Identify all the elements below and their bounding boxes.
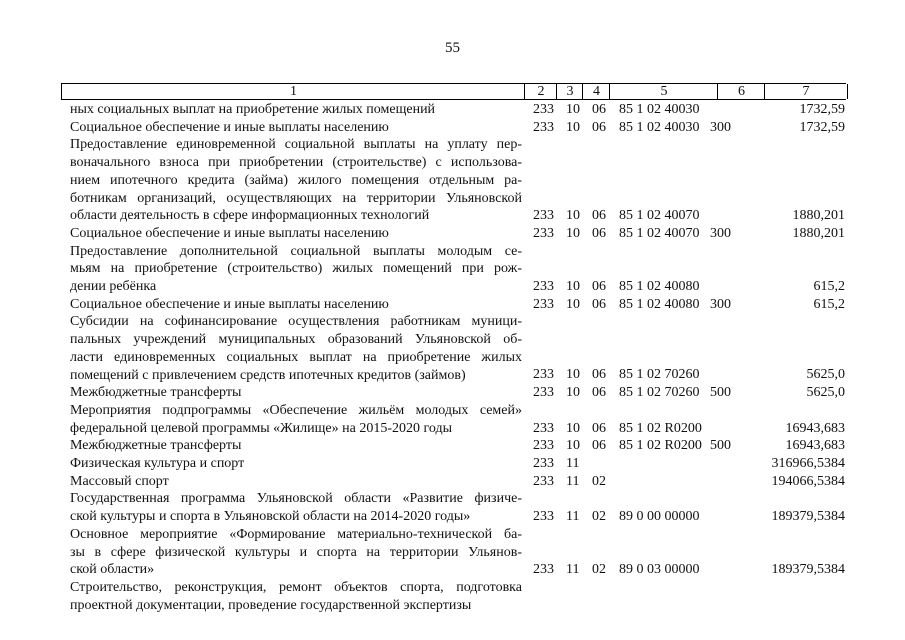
header-col-4: 4 [582, 84, 610, 99]
section-code: 11 [566, 562, 580, 578]
admin-code: 233 [533, 385, 554, 401]
page-number: 55 [445, 40, 460, 56]
description-line: ской области» [70, 562, 155, 578]
subsection-code: 06 [592, 208, 606, 224]
subsection-code: 06 [592, 420, 606, 436]
description-line: нием ипотечного кредита (займа) жилого помещения отдельным ра- [70, 172, 522, 188]
subsection-code: 06 [592, 438, 606, 454]
admin-code: 233 [533, 562, 554, 578]
row-description [70, 296, 522, 314]
description-line: зы в сфере физической культуры и спорта на территории Ульянов- [70, 544, 522, 560]
section-code: 10 [566, 278, 580, 294]
description-line: помещений с привлечением средств ипотечных кредитов (займов) [70, 367, 466, 383]
admin-code: 233 [533, 473, 554, 489]
amount-value: 1732,59 [799, 119, 845, 135]
amount-value: 194066,5384 [771, 473, 845, 489]
section-code: 11 [566, 509, 580, 525]
section-code: 10 [566, 208, 580, 224]
description-line: федеральной целевой программы «Жилище» на 2015-2020 годы [70, 420, 453, 436]
header-col-3: 3 [556, 84, 583, 99]
description-line: Социальное обеспечение и иные выплаты населению [70, 119, 389, 135]
admin-code: 233 [533, 208, 554, 224]
description-line: Субсидии на софинансирование осуществления работникам муници- [70, 314, 522, 330]
row-description [70, 473, 522, 491]
header-col-2: 2 [524, 84, 557, 99]
description-line: Физическая культура и спорт [70, 456, 245, 471]
target-article-code: 85 1 02 70260 [619, 385, 700, 401]
admin-code: 233 [533, 296, 554, 312]
row-description [70, 384, 522, 402]
table-header [61, 83, 846, 100]
target-article-code: 85 1 02 70260 [619, 367, 700, 383]
description-line: Межбюджетные трансферты [70, 385, 242, 401]
section-code: 10 [566, 296, 580, 312]
row-description [70, 136, 522, 225]
target-article-code: 85 1 02 40070 [619, 225, 700, 241]
amount-value: 1880,201 [792, 225, 845, 241]
description-line: пальных учреждений муниципальных образований Ульяновской об- [70, 332, 522, 348]
amount-value: 1732,59 [799, 102, 845, 117]
row-description [70, 119, 522, 137]
subsection-code: 06 [592, 296, 606, 312]
amount-value: 189379,5384 [771, 562, 845, 578]
subsection-code: 02 [592, 473, 606, 489]
section-code: 10 [566, 119, 580, 135]
admin-code: 233 [533, 420, 554, 436]
expense-type-code: 300 [710, 296, 731, 312]
admin-code: 233 [533, 225, 554, 241]
target-article-code: 85 1 02 40080 [619, 296, 700, 312]
section-code: 11 [566, 456, 580, 471]
row-description [70, 579, 522, 614]
amount-value: 316966,5384 [771, 456, 845, 471]
description-line: проектной документации, проведение государственной экспертизы [70, 597, 472, 613]
target-article-code: 85 1 02 40030 [619, 102, 700, 117]
expense-type-code: 500 [710, 385, 731, 401]
header-col-7: 7 [764, 84, 848, 99]
target-article-code: 85 1 02 R0200 [619, 438, 702, 454]
admin-code: 233 [533, 509, 554, 525]
amount-value: 189379,5384 [771, 509, 845, 525]
target-article-code: 85 1 02 R0200 [619, 420, 702, 436]
description-line: Мероприятия подпрограммы «Обеспечение жильём молодых семей» [70, 402, 522, 418]
header-col-5: 5 [609, 84, 718, 99]
subsection-code: 06 [592, 367, 606, 383]
subsection-code: 06 [592, 119, 606, 135]
description-line: ской культуры и спорта в Ульяновской области на 2014-2020 годы» [70, 509, 471, 525]
section-code: 10 [566, 102, 580, 117]
subsection-code: 06 [592, 278, 606, 294]
description-line: Социальное обеспечение и иные выплаты населению [70, 225, 389, 241]
row-description [70, 101, 522, 119]
amount-value: 615,2 [813, 278, 845, 294]
section-code: 10 [566, 367, 580, 383]
row-description [70, 526, 522, 579]
admin-code: 233 [533, 367, 554, 383]
row-description [70, 455, 522, 473]
subsection-code: 06 [592, 102, 606, 117]
amount-value: 16943,683 [785, 438, 845, 454]
target-article-code: 85 1 02 40080 [619, 278, 700, 294]
target-article-code: 89 0 00 00000 [619, 509, 700, 525]
admin-code: 233 [533, 438, 554, 454]
description-line: Государственная программа Ульяновской области «Развитие физиче- [70, 491, 522, 507]
row-description [70, 490, 522, 525]
section-code: 10 [566, 385, 580, 401]
section-code: 10 [566, 225, 580, 241]
header-col-6: 6 [717, 84, 765, 99]
section-code: 10 [566, 438, 580, 454]
description-line: дении ребёнка [70, 279, 157, 294]
subsection-code: 02 [592, 562, 606, 578]
expense-type-code: 500 [710, 438, 731, 454]
admin-code: 233 [533, 102, 554, 117]
section-code: 11 [566, 473, 580, 489]
description-line: ласти единовременных социальных выплат на приобретение жилых [70, 349, 522, 365]
description-line: Строительство, реконструкция, ремонт объектов спорта, подготовка [70, 579, 522, 595]
subsection-code: 06 [592, 385, 606, 401]
description-line: воначального взноса при приобретении (строительстве) с использова- [70, 155, 522, 171]
amount-value: 5625,0 [806, 367, 845, 383]
row-description [70, 313, 522, 384]
description-line: Социальное обеспечение и иные выплаты населению [70, 296, 389, 312]
amount-value: 615,2 [813, 296, 845, 312]
description-line: ных социальных выплат на приобретение жилых помещений [70, 102, 436, 117]
expense-type-code: 300 [710, 225, 731, 241]
admin-code: 233 [533, 278, 554, 294]
description-line: Основное мероприятие «Формирование материально-технической ба- [70, 526, 522, 542]
description-line: Массовый спорт [70, 473, 169, 489]
description-line: области деятельность в сфере информационных технологий [70, 208, 430, 224]
row-description [70, 243, 522, 296]
description-line: Предоставление дополнительной социальной выплаты молодым се- [70, 243, 522, 259]
amount-value: 5625,0 [806, 385, 845, 401]
description-line: ботникам организаций, осуществляющих на территории Ульяновской [70, 190, 522, 206]
row-description [70, 402, 522, 437]
target-article-code: 89 0 03 00000 [619, 562, 700, 578]
section-code: 10 [566, 420, 580, 436]
subsection-code: 06 [592, 225, 606, 241]
amount-value: 16943,683 [785, 420, 845, 436]
description-line: мьям на приобретение (строительство) жилых помещений при рож- [70, 261, 522, 277]
target-article-code: 85 1 02 40070 [619, 208, 700, 224]
header-col-1: 1 [61, 84, 525, 99]
description-line: Предоставление единовременной социальной выплаты на уплату пер- [70, 137, 522, 153]
subsection-code: 02 [592, 509, 606, 525]
expense-type-code: 300 [710, 119, 731, 135]
target-article-code: 85 1 02 40030 [619, 119, 700, 135]
admin-code: 233 [533, 119, 554, 135]
admin-code: 233 [533, 456, 554, 471]
amount-value: 1880,201 [792, 208, 845, 224]
description-line: Межбюджетные трансферты [70, 438, 242, 454]
row-description [70, 225, 522, 243]
row-description [70, 437, 522, 455]
